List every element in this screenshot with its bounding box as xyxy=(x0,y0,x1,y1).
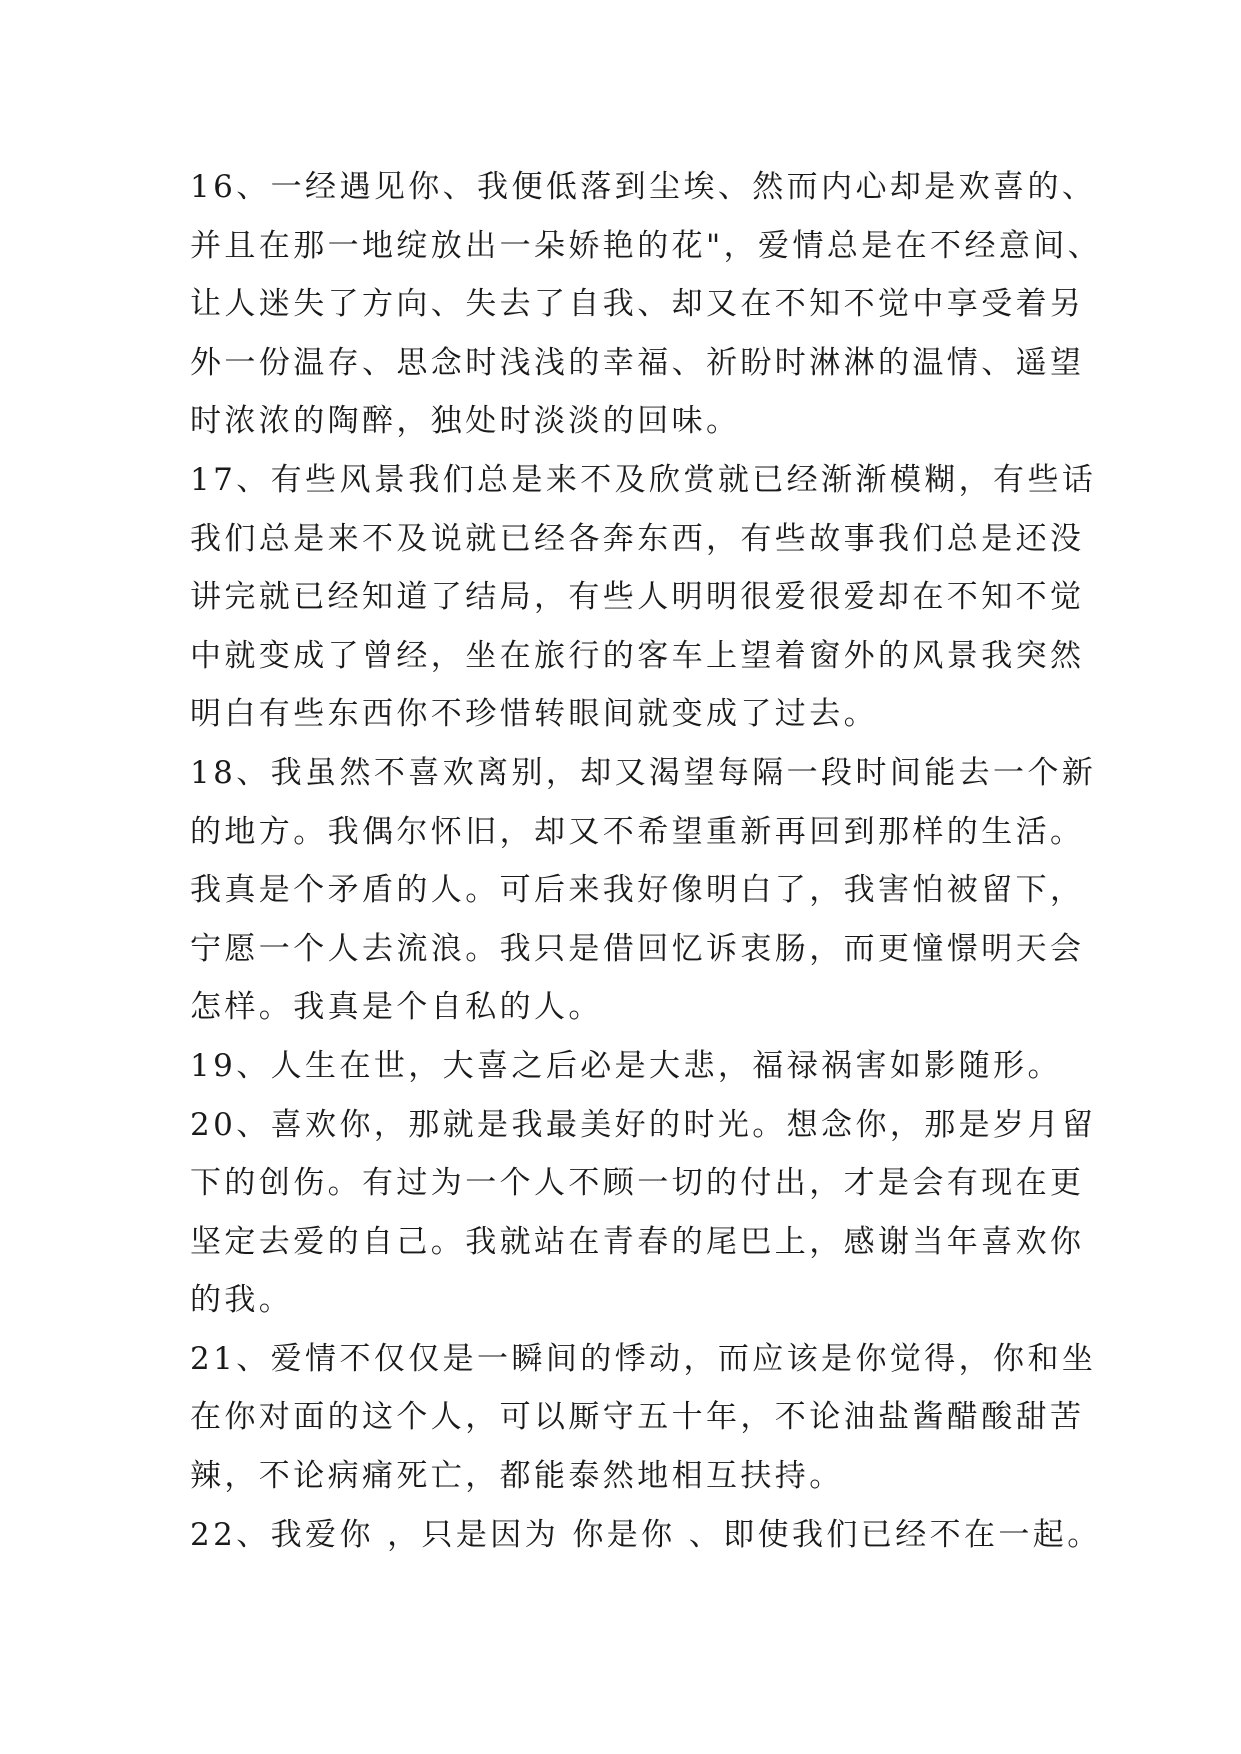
text-line: 16、一经遇见你、我便低落到尘埃、然而内心却是欢喜的、 xyxy=(190,169,1097,205)
text-line: 讲完就已经知道了结局，有些人明明很爱很爱却在不知不觉 xyxy=(190,579,1085,616)
text-line: 辣，不论病痛死亡，都能泰然地相互扶持。 xyxy=(190,1458,844,1495)
text-line: 19、人生在世，大喜之后必是大悲，福禄祸害如影随形。 xyxy=(190,1047,1062,1084)
text-line: 我真是个矛盾的人。可后来我好像明白了，我害怕被留下， xyxy=(190,872,1085,909)
body-text xyxy=(190,158,1103,1564)
text-line: 在你对面的这个人，可以厮守五十年，不论油盐酱醋酸甜苦 xyxy=(190,1399,1085,1436)
text-line: 20、喜欢你，那就是我最美好的时光。想念你，那是岁月留 xyxy=(190,1106,1097,1143)
text-line: 下的创伤。有过为一个人不顾一切的付出，才是会有现在更 xyxy=(190,1165,1085,1202)
text-line: 中就变成了曾经，坐在旅行的客车上望着窗外的风景我突然 xyxy=(190,637,1085,674)
text-line: 明白有些东西你不珍惜转眼间就变成了过去。 xyxy=(190,696,878,733)
text-line: 22、我爱你 ，只是因为 你是你 、即使我们已经不在一起。 xyxy=(190,1516,1102,1553)
text-line: 17、有些风景我们总是来不及欣赏就已经渐渐模糊，有些话 xyxy=(190,461,1097,498)
text-line: 并且在那一地绽放出一朵娇艳的花"，爱情总是在不经意间、 xyxy=(190,227,1103,264)
text-line: 的我。 xyxy=(190,1282,294,1319)
text-line: 外一份温存、思念时浅浅的幸福、祈盼时淋淋的温情、遥望 xyxy=(190,344,1085,381)
text-line: 我们总是来不及说就已经各奔东西，有些故事我们总是还没 xyxy=(190,520,1085,557)
text-line: 时浓浓的陶醉，独处时淡淡的回味。 xyxy=(190,403,741,440)
text-line: 的地方。我偶尔怀旧，却又不希望重新再回到那样的生活。 xyxy=(190,813,1085,850)
text-line: 怎样。我真是个自私的人。 xyxy=(190,989,603,1026)
text-line: 宁愿一个人去流浪。我只是借回忆诉衷肠，而更憧憬明天会 xyxy=(190,930,1085,967)
text-line: 坚定去爱的自己。我就站在青春的尾巴上，感谢当年喜欢你 xyxy=(190,1223,1085,1260)
text-line: 21、爱情不仅仅是一瞬间的悸动，而应该是你觉得，你和坐 xyxy=(190,1340,1097,1377)
text-line: 18、我虽然不喜欢离别，却又渴望每隔一段时间能去一个新 xyxy=(190,754,1097,791)
text-line: 让人迷失了方向、失去了自我、却又在不知不觉中享受着另 xyxy=(190,286,1085,323)
